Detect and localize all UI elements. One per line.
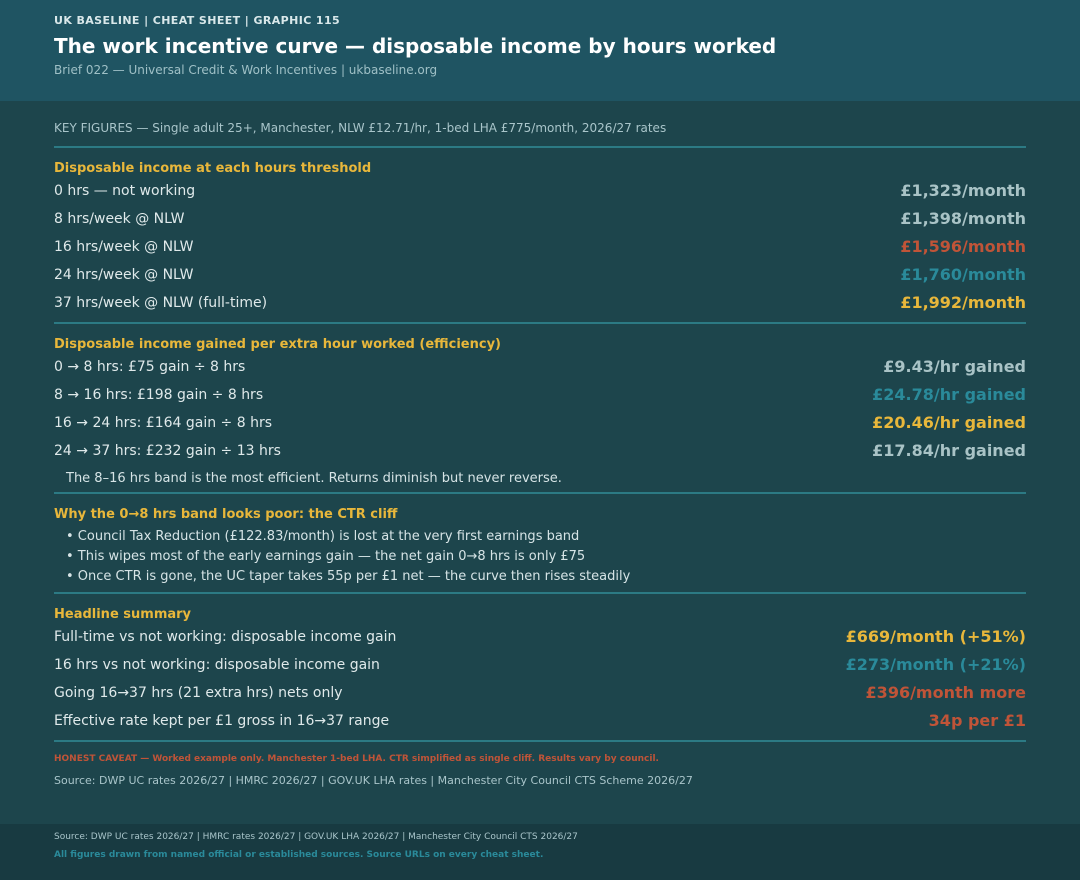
row-label: 37 hrs/week @ NLW (full-time) bbox=[54, 295, 268, 311]
efficiency-note: The 8–16 hrs band is the most efficient. Returns diminish but never reverse. bbox=[66, 471, 562, 486]
row-value: £9.43/hr gained bbox=[883, 357, 1026, 376]
efficiency-row bbox=[54, 413, 1026, 433]
row-value: £273/month (+21%) bbox=[845, 655, 1026, 674]
threshold-row bbox=[54, 237, 1026, 257]
key-figures: KEY FIGURES — Single adult 25+, Manchester, NLW £12.71/hr, 1-bed LHA £775/month, 2026/27 rates bbox=[54, 121, 667, 135]
threshold-row bbox=[54, 209, 1026, 229]
row-value: £20.46/hr gained bbox=[872, 413, 1026, 432]
row-value: £1,596/month bbox=[900, 237, 1026, 256]
summary-row bbox=[54, 655, 1026, 675]
divider bbox=[54, 146, 1026, 148]
page-title: The work incentive curve — disposable income by hours worked bbox=[54, 34, 777, 58]
row-label: 8 hrs/week @ NLW bbox=[54, 211, 185, 227]
row-label: 0 → 8 hrs: £75 gain ÷ 8 hrs bbox=[54, 359, 246, 375]
row-value: £1,760/month bbox=[900, 265, 1026, 284]
honest-caveat: HONEST CAVEAT — Worked example only. Manchester 1-bed LHA. CTR simplified as single cliff. Results vary by council. bbox=[54, 754, 659, 764]
summary-row bbox=[54, 683, 1026, 703]
efficiency-row bbox=[54, 441, 1026, 461]
row-value: 34p per £1 bbox=[928, 711, 1026, 730]
divider bbox=[54, 740, 1026, 742]
page-subtitle: Brief 022 — Universal Credit & Work Incentives | ukbaseline.org bbox=[54, 63, 438, 77]
row-value: £17.84/hr gained bbox=[872, 441, 1026, 460]
summary-row bbox=[54, 627, 1026, 647]
row-label: 8 → 16 hrs: £198 gain ÷ 8 hrs bbox=[54, 387, 264, 403]
section-title-cliff: Why the 0→8 hrs band looks poor: the CTR cliff bbox=[54, 507, 398, 522]
divider bbox=[54, 592, 1026, 594]
bullet-item: • Council Tax Reduction (£122.83/month) is lost at the very first earnings band bbox=[66, 529, 580, 544]
row-label: 24 → 37 hrs: £232 gain ÷ 13 hrs bbox=[54, 443, 281, 459]
section-title-summary: Headline summary bbox=[54, 607, 192, 622]
bullet-item: • This wipes most of the early earnings gain — the net gain 0→8 hrs is only £75 bbox=[66, 549, 586, 564]
summary-row bbox=[54, 711, 1026, 731]
footer bbox=[0, 824, 1080, 880]
threshold-row bbox=[54, 181, 1026, 201]
divider bbox=[54, 322, 1026, 324]
row-value: £396/month more bbox=[865, 683, 1026, 702]
row-value: £1,398/month bbox=[900, 209, 1026, 228]
row-value: £669/month (+51%) bbox=[845, 627, 1026, 646]
efficiency-row bbox=[54, 385, 1026, 405]
threshold-row bbox=[54, 265, 1026, 285]
section-title-thresholds: Disposable income at each hours threshold bbox=[54, 161, 372, 176]
threshold-row bbox=[54, 293, 1026, 313]
header-banner bbox=[0, 0, 1080, 101]
row-value: £1,323/month bbox=[900, 181, 1026, 200]
kicker: UK BASELINE | CHEAT SHEET | GRAPHIC 115 bbox=[54, 14, 341, 27]
row-label: 24 hrs/week @ NLW bbox=[54, 267, 194, 283]
row-label: 16 hrs vs not working: disposable income gain bbox=[54, 657, 380, 673]
source-line: Source: DWP UC rates 2026/27 | HMRC 2026/27 | GOV.UK LHA rates | Manchester City Council CTS Scheme 2026/27 bbox=[54, 774, 693, 787]
row-label: Full-time vs not working: disposable income gain bbox=[54, 629, 397, 645]
row-value: £24.78/hr gained bbox=[872, 385, 1026, 404]
row-value: £1,992/month bbox=[900, 293, 1026, 312]
row-label: Effective rate kept per £1 gross in 16→37 range bbox=[54, 713, 390, 729]
row-label: 16 → 24 hrs: £164 gain ÷ 8 hrs bbox=[54, 415, 273, 431]
bullet-item: • Once CTR is gone, the UC taper takes 55p per £1 net — the curve then rises steadily bbox=[66, 569, 631, 584]
row-label: Going 16→37 hrs (21 extra hrs) nets only bbox=[54, 685, 343, 701]
footer-source: Source: DWP UC rates 2026/27 | HMRC rates 2026/27 | GOV.UK LHA 2026/27 | Manchester City Council CTS 2026/27 bbox=[54, 832, 578, 842]
row-label: 0 hrs — not working bbox=[54, 183, 196, 199]
footer-note: All figures drawn from named official or established sources. Source URLs on every cheat sheet. bbox=[54, 850, 544, 860]
divider bbox=[54, 492, 1026, 494]
section-title-efficiency: Disposable income gained per extra hour worked (efficiency) bbox=[54, 337, 501, 352]
row-label: 16 hrs/week @ NLW bbox=[54, 239, 194, 255]
efficiency-row bbox=[54, 357, 1026, 377]
